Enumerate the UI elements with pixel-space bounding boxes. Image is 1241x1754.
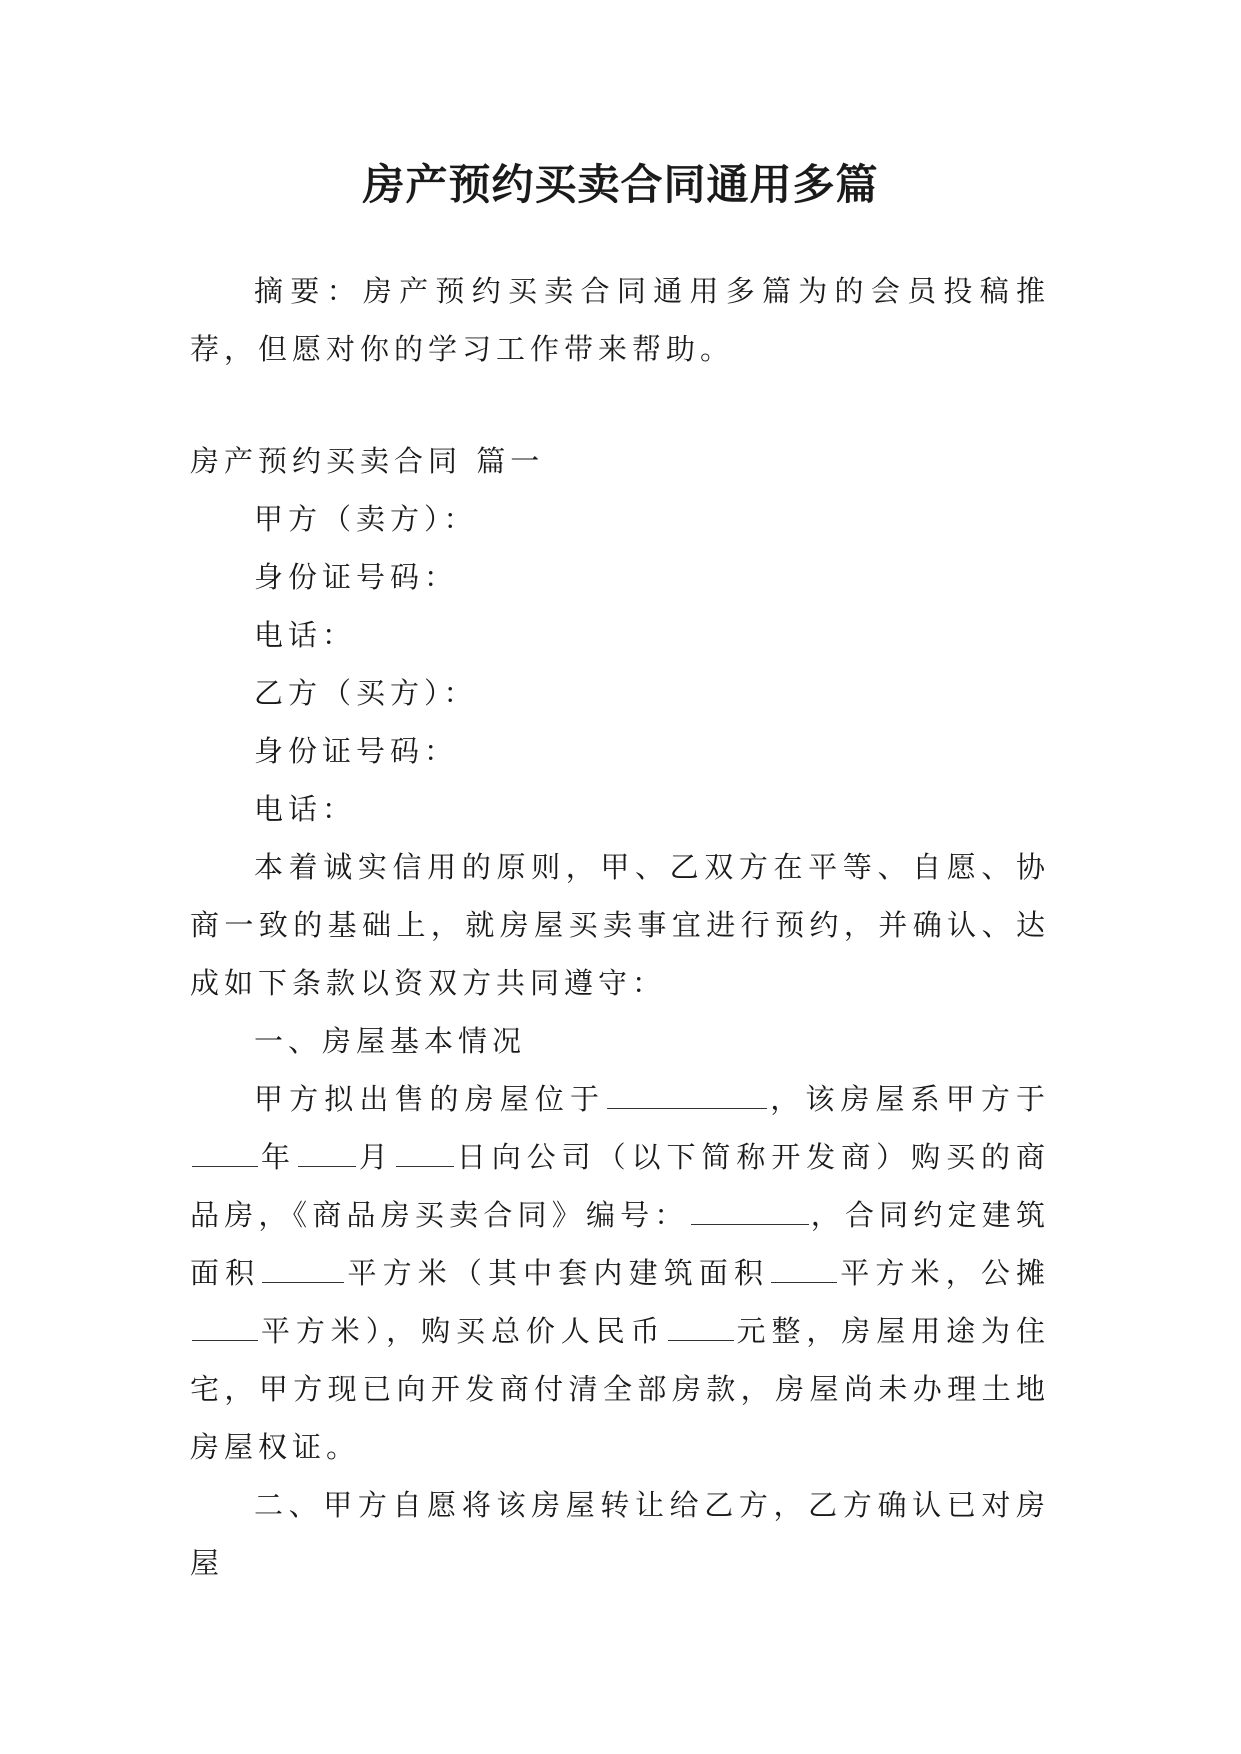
spacer xyxy=(190,378,1050,436)
party-b-id-label: 身份证号码： xyxy=(254,734,459,768)
party-a-id-label: 身份证号码： xyxy=(254,560,459,594)
day-blank xyxy=(396,1140,454,1167)
clause-1-text: 平方米），购买总价人民币 xyxy=(260,1314,666,1348)
intro-paragraph: 本着诚实信用的原则，甲、乙双方在平等、自愿、协商一致的基础上，就房屋买卖事宜进行预约，并确认、达成如下条款以资双方共同遵守： xyxy=(190,850,1050,1000)
section-heading: 房产预约买卖合同 篇一 xyxy=(190,444,545,478)
abstract-paragraph: 摘要：房产预约买卖合同通用多篇为的会员投稿推荐，但愿对你的学习工作带来帮助。 xyxy=(190,274,1050,366)
inner-area-blank xyxy=(771,1256,837,1283)
party-b-label: 乙方（买方）： xyxy=(254,676,478,710)
price-blank xyxy=(668,1314,734,1341)
clause-1-text: 元整，房屋用途为住宅，甲方现已向开发商付清全部房款，房屋尚未办理土地房屋权证。 xyxy=(190,1314,1050,1464)
year-blank xyxy=(192,1140,258,1167)
clause-1-text: 月 xyxy=(357,1140,394,1174)
clause-1-paragraph xyxy=(190,1070,1050,1476)
clause-1-text: 平方米，公摊 xyxy=(839,1256,1050,1290)
document-title: 房产预约买卖合同通用多篇 xyxy=(362,160,879,209)
clause-1-text: ，合同约定建筑面积 xyxy=(190,1198,1050,1290)
area-blank xyxy=(262,1256,344,1283)
clause-1-text: 日向公司（以下简称开发商）购买的商品房，《商品房买卖合同》编号： xyxy=(190,1140,1050,1232)
clause-1-text: 年 xyxy=(260,1140,296,1174)
clause-1-text: ，该房屋系甲方于 xyxy=(769,1082,1050,1116)
month-blank xyxy=(298,1140,356,1167)
party-a-phone-label: 电话： xyxy=(254,618,357,652)
document-body xyxy=(190,262,1050,1592)
shared-area-blank xyxy=(192,1314,258,1341)
party-b-phone-label: 电话： xyxy=(254,792,357,826)
location-blank xyxy=(607,1082,767,1109)
contract-number-blank xyxy=(691,1198,809,1225)
clause-1-text: 甲方拟出售的房屋位于 xyxy=(254,1082,606,1116)
clause-1-text: 平方米（其中套内建筑面积 xyxy=(346,1256,770,1290)
clause-2-paragraph: 二、甲方自愿将该房屋转让给乙方，乙方确认已对房屋 xyxy=(190,1488,1050,1580)
party-a-label: 甲方（卖方）： xyxy=(254,502,478,536)
clause-1-heading: 一、房屋基本情况 xyxy=(254,1024,527,1058)
